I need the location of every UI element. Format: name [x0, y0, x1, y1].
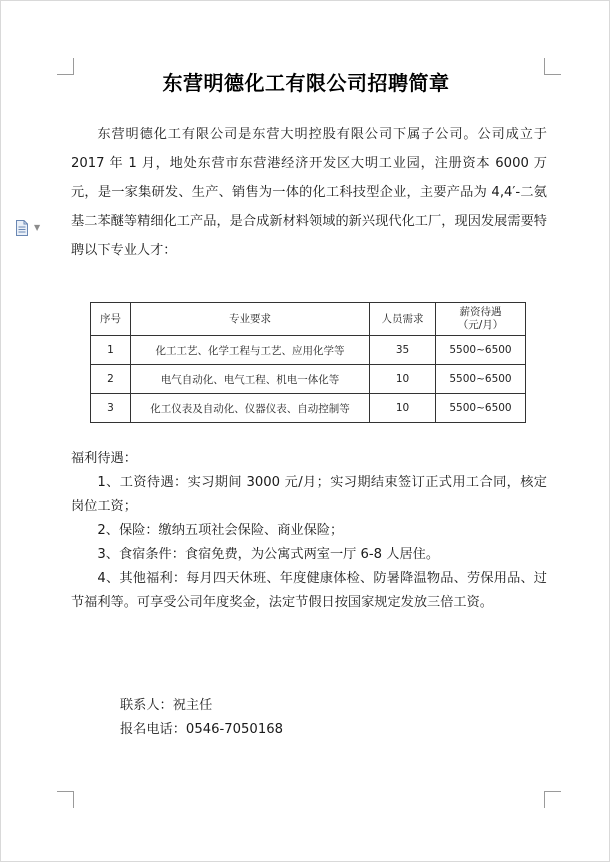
- header-major: 专业要求: [131, 303, 370, 336]
- cell-salary: 5500~6500: [436, 365, 526, 394]
- cell-salary: 5500~6500: [436, 336, 526, 365]
- document-icon[interactable]: [15, 220, 29, 236]
- cell-no: 1: [91, 336, 131, 365]
- header-salary-line2: （元/月）: [457, 319, 504, 331]
- benefits-section: [71, 447, 547, 615]
- table-header-row: [91, 303, 526, 336]
- header-no: 序号: [91, 303, 131, 336]
- cell-major: 化工工艺、化学工程与工艺、应用化学等: [131, 336, 370, 365]
- cell-no: 3: [91, 394, 131, 423]
- table-row: [91, 394, 526, 423]
- benefit-item: 1、工资待遇：实习期间 3000 元/月；实习期结束签订正式用工合同，核定岗位工资；: [71, 475, 547, 514]
- table-row: [91, 336, 526, 365]
- contact-block: [120, 694, 283, 742]
- cell-headcount: 10: [370, 365, 436, 394]
- cell-headcount: 35: [370, 336, 436, 365]
- recruitment-table: [90, 302, 526, 423]
- cell-headcount: 10: [370, 394, 436, 423]
- cell-major: 电气自动化、电气工程、机电一体化等: [131, 365, 370, 394]
- benefit-item: 3、食宿条件：食宿免费，为公寓式两室一厅 6-8 人居住。: [97, 547, 440, 562]
- benefit-item: 4、其他福利：每月四天休班、年度健康体检、防暑降温物品、劳保用品、过节福利等。可享受公司年度奖金，法定节假日按国家规定发放三倍工资。: [71, 571, 547, 610]
- crop-mark-bottom-right: [544, 791, 561, 808]
- crop-mark-bottom-left: [57, 791, 74, 808]
- header-salary: [436, 303, 526, 336]
- header-salary-line1: 薪资待遇: [459, 306, 502, 318]
- cell-no: 2: [91, 365, 131, 394]
- cell-major: 化工仪表及自动化、仪器仪表、自动控制等: [131, 394, 370, 423]
- contact-person: 联系人：祝主任: [120, 698, 213, 713]
- benefits-heading: 福利待遇：: [71, 451, 137, 466]
- cell-salary: 5500~6500: [436, 394, 526, 423]
- header-headcount: 人员需求: [370, 303, 436, 336]
- table-row: [91, 365, 526, 394]
- contact-phone: 报名电话：0546-7050168: [120, 722, 283, 737]
- caret-down-icon[interactable]: ▼: [34, 223, 41, 232]
- benefit-item: 2、保险：缴纳五项社会保险、商业保险；: [97, 523, 344, 538]
- intro-paragraph: 东营明德化工有限公司是东营大明控股有限公司下属子公司。公司成立于 2017 年 1 月，地处东营市东营港经济开发区大明工业园，注册资本 6000 万元，是一家集研发、生产、销售为一体的化工科技型企业，主要产品为 4,4′-二氨基二苯醚等精细化工产品，是合成新材料领域的新兴现代化工厂，现因发展需要特聘以下专业人才：: [71, 127, 547, 258]
- document-title: 东营明德化工有限公司招聘简章: [162, 71, 450, 95]
